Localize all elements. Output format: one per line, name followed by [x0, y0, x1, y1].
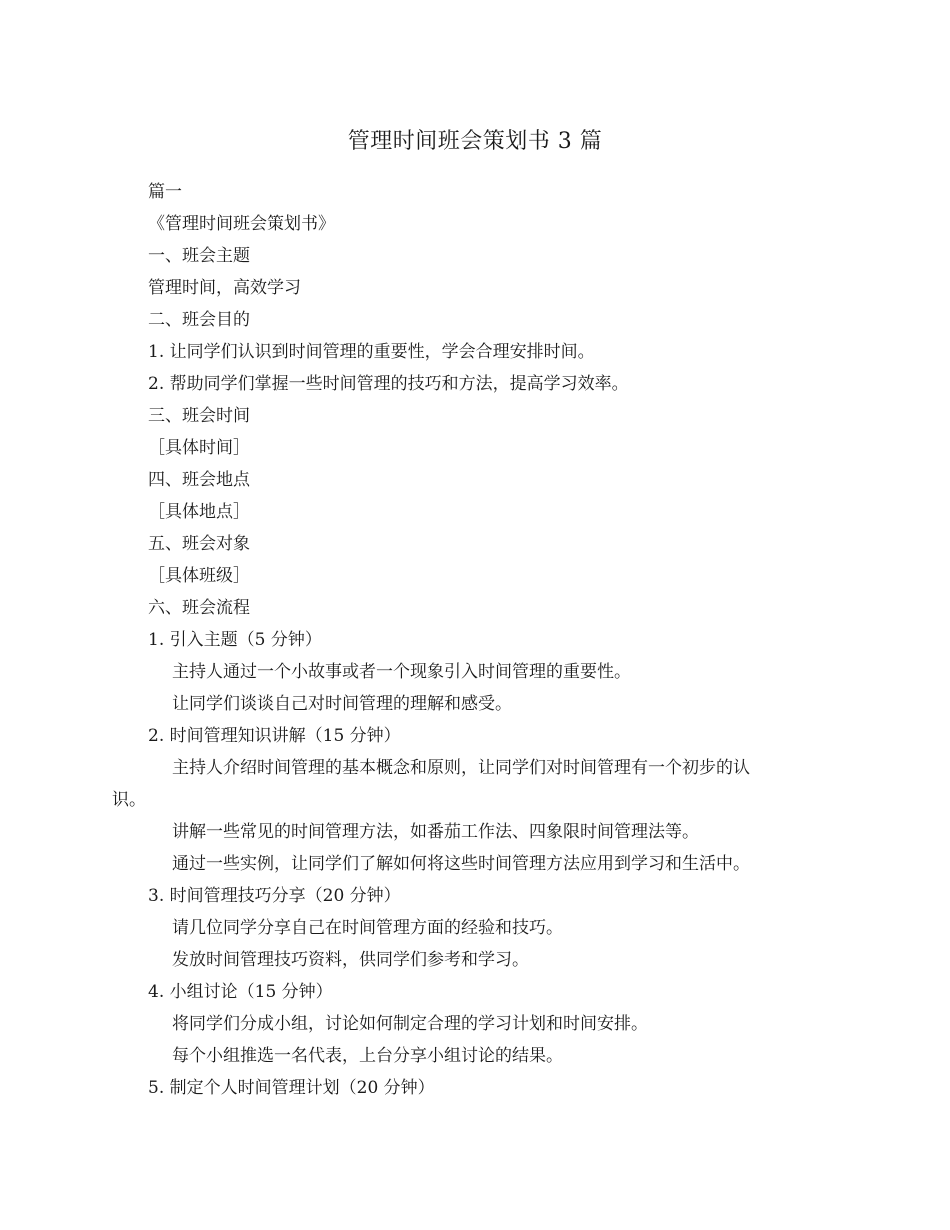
process-step-4: 4. 小组讨论（15 分钟）: [148, 982, 333, 1002]
section-label: 篇一: [148, 182, 182, 202]
step-4-detail-1: 将同学们分成小组，讨论如何制定合理的学习计划和时间安排。: [172, 1014, 648, 1034]
location-placeholder: ［具体地点］: [148, 502, 250, 522]
time-placeholder: ［具体时间］: [148, 438, 250, 458]
audience-placeholder: ［具体班级］: [148, 566, 250, 586]
process-step-5: 5. 制定个人时间管理计划（20 分钟）: [148, 1078, 435, 1098]
document-title: 管理时间班会策划书 3 篇: [347, 129, 603, 154]
step-2-detail-1-continued: 识。: [112, 790, 146, 810]
step-2-detail-3: 通过一些实例，让同学们了解如何将这些时间管理方法应用到学习和生活中。: [172, 854, 750, 874]
heading-theme: 一、班会主题: [148, 246, 250, 266]
step-4-detail-2: 每个小组推选一名代表，上台分享小组讨论的结果。: [172, 1046, 563, 1066]
purpose-item-1: 1. 让同学们认识到时间管理的重要性，学会合理安排时间。: [148, 342, 595, 362]
purpose-item-2: 2. 帮助同学们掌握一些时间管理的技巧和方法，提高学习效率。: [148, 374, 629, 394]
theme-text: 管理时间，高效学习: [148, 278, 301, 298]
heading-purpose: 二、班会目的: [148, 310, 250, 330]
step-2-detail-1: 主持人介绍时间管理的基本概念和原则，让同学们对时间管理有一个初步的认: [172, 758, 750, 778]
heading-location: 四、班会地点: [148, 470, 250, 490]
process-step-1: 1. 引入主题（5 分钟）: [148, 630, 322, 650]
heading-process: 六、班会流程: [148, 598, 250, 618]
document-body: [112, 176, 848, 1104]
heading-audience: 五、班会对象: [148, 534, 250, 554]
step-1-detail-1: 主持人通过一个小故事或者一个现象引入时间管理的重要性。: [172, 662, 631, 682]
step-3-detail-1: 请几位同学分享自己在时间管理方面的经验和技巧。: [172, 918, 563, 938]
heading-time: 三、班会时间: [148, 406, 250, 426]
step-1-detail-2: 让同学们谈谈自己对时间管理的理解和感受。: [172, 694, 512, 714]
step-3-detail-2: 发放时间管理技巧资料，供同学们参考和学习。: [172, 950, 529, 970]
process-step-3: 3. 时间管理技巧分享（20 分钟）: [148, 886, 401, 906]
process-step-2: 2. 时间管理知识讲解（15 分钟）: [148, 726, 401, 746]
document-subtitle: 《管理时间班会策划书》: [148, 214, 335, 234]
step-2-detail-2: 讲解一些常见的时间管理方法，如番茄工作法、四象限时间管理法等。: [172, 822, 699, 842]
